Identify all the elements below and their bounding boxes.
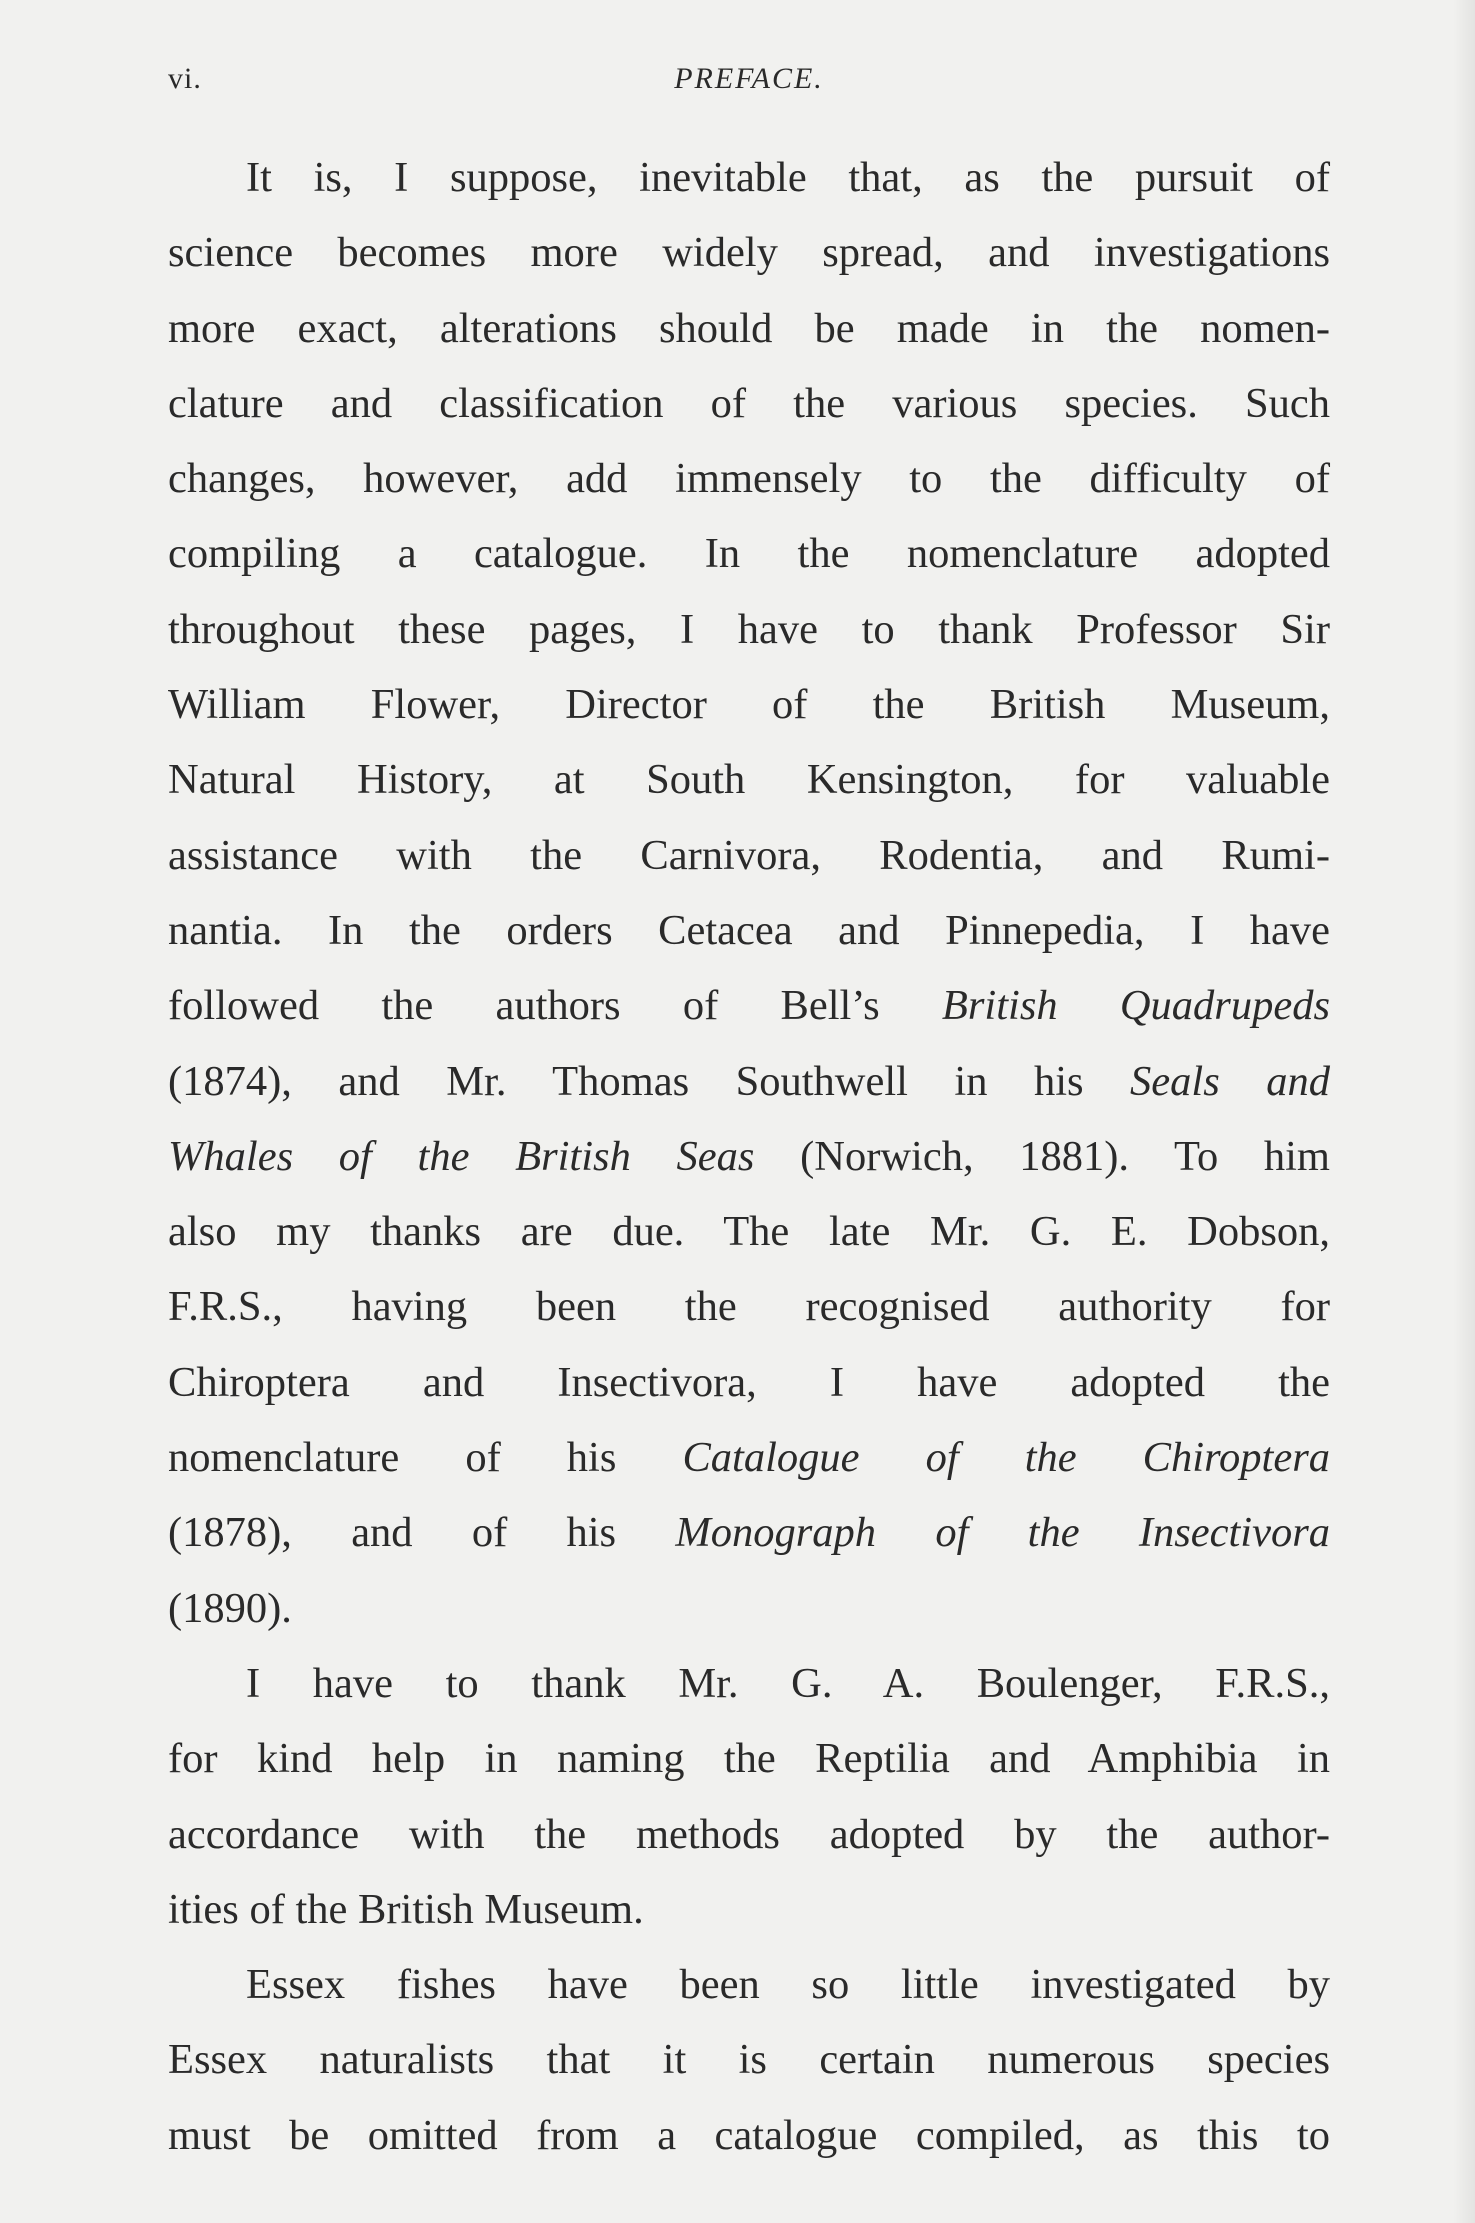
text-segment: ities of the British Museum. [168, 1885, 644, 1933]
italic-title: Catalogue of the Chiroptera [682, 1434, 1331, 1482]
text-segment: (1890). [168, 1584, 292, 1632]
text-segment: must be omitted from a catalogue compiled, as this to [168, 2111, 1330, 2159]
text-segment: Chiroptera and Insectivora, I have adopted the [168, 1358, 1330, 1406]
text-line [168, 1119, 1330, 1194]
italic-title: Whales of the British Seas [168, 1132, 755, 1180]
text-line [168, 1345, 1330, 1420]
italic-title: British Quadrupeds [941, 982, 1330, 1030]
text-segment: science becomes more widely spread, and investigations [168, 229, 1330, 277]
text-line [168, 1495, 1330, 1570]
text-segment: changes, however, add immensely to the difficulty of [168, 455, 1330, 503]
text-line [168, 2098, 1330, 2173]
text-line [168, 968, 1330, 1043]
text-line [168, 140, 1330, 215]
text-segment: throughout these pages, I have to thank Professor Sir [168, 605, 1330, 653]
text-line [168, 1194, 1330, 1269]
text-line [168, 742, 1330, 817]
text-segment: nantia. In the orders Cetacea and Pinnepedia, I have [168, 906, 1330, 954]
italic-title: Monograph of the Insectivora [675, 1509, 1331, 1557]
text-segment: Essex fishes have been so little investigated by [246, 1961, 1330, 2009]
text-segment: F.R.S., having been the recognised authority for [168, 1283, 1330, 1331]
text-line [168, 1420, 1330, 1495]
page-header [168, 62, 1330, 112]
text-line [168, 592, 1330, 667]
text-line [168, 1269, 1330, 1344]
body-text [168, 140, 1330, 2173]
page-edge-shadow [1453, 0, 1475, 2223]
text-line [168, 215, 1330, 290]
text-segment: (Norwich, 1881). To him [754, 1132, 1330, 1180]
page-number: vi. [168, 62, 202, 95]
text-segment: followed the authors of Bell’s [168, 982, 942, 1030]
running-title: PREFACE. [674, 62, 824, 95]
text-segment: (1874), and Mr. Thomas Southwell in his [168, 1057, 1131, 1105]
text-segment: for kind help in naming the Reptilia and Amphibia in [168, 1735, 1330, 1783]
text-line [168, 1571, 1330, 1646]
text-segment: compiling a catalogue. In the nomenclature adopted [168, 530, 1330, 578]
text-line [168, 1646, 1330, 1721]
text-segment: William Flower, Director of the British Museum, [168, 681, 1330, 729]
italic-title: Seals and [1130, 1057, 1330, 1105]
text-line [168, 893, 1330, 968]
text-segment: accordance with the methods adopted by the author- [168, 1810, 1330, 1858]
text-line [168, 1947, 1330, 2022]
text-segment: more exact, alterations should be made in the nomen- [168, 304, 1330, 352]
text-line [168, 441, 1330, 516]
text-line [168, 1797, 1330, 1872]
text-line [168, 2022, 1330, 2097]
text-line [168, 667, 1330, 742]
text-line [168, 1721, 1330, 1796]
text-line [168, 1044, 1330, 1119]
text-line [168, 291, 1330, 366]
text-segment: also my thanks are due. The late Mr. G. E. Dobson, [168, 1208, 1330, 1256]
text-line [168, 1872, 1330, 1947]
text-segment: clature and classification of the various species. Such [168, 379, 1330, 427]
text-line [168, 366, 1330, 441]
text-segment: It is, I suppose, inevitable that, as the pursuit of [246, 154, 1330, 201]
text-line [168, 818, 1330, 893]
text-line [168, 516, 1330, 591]
text-segment: (1878), and of his [168, 1509, 676, 1557]
text-segment: nomenclature of his [168, 1434, 683, 1482]
text-segment: Natural History, at South Kensington, for valuable [168, 756, 1330, 804]
text-segment: I have to thank Mr. G. A. Boulenger, F.R.S., [246, 1659, 1330, 1707]
text-segment: Essex naturalists that it is certain numerous species [168, 2036, 1330, 2084]
text-segment: assistance with the Carnivora, Rodentia, and Rumi- [168, 831, 1330, 879]
